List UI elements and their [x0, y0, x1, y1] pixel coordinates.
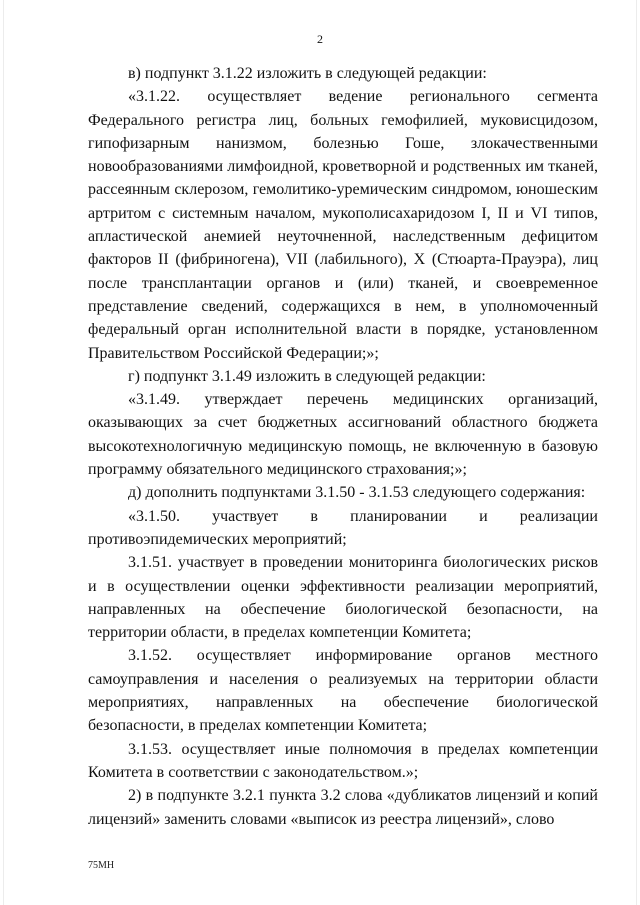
paragraph: «3.1.49. утверждает перечень медицинских организаций, оказывающих за счет бюджетных ассигнований областного бюджета высокотехнологичную медицинскую помощь, не включенную в базовую программу обязательного медицинского страхования;»; — [88, 391, 598, 479]
paragraph: 3.1.53. осуществляет иные полномочия в пределах компетенции Комитета в соответствии с законодательством.»; — [88, 740, 598, 781]
paragraph: 3.1.52. осуществляет информирование органов местного самоуправления и населения о реализуемых на территории области мероприятиях, направленных на обеспечение биологической безопасности, в пределах компетенции Комитета; — [88, 647, 598, 735]
page-number: 2 — [317, 32, 323, 46]
paragraph: г) подпункт 3.1.49 изложить в следующей редакции: — [128, 367, 486, 385]
scan-edge-right — [636, 0, 637, 905]
paragraph: 2) в подпункте 3.2.1 пункта 3.2 слова «дубликатов лицензий и копий лицензий» заменить словами «выписок из реестра лицензий», слово — [88, 787, 598, 828]
paragraph: 3.1.51. участвует в проведении мониторинга биологических рисков и в осуществлении оценки эффективности реализации мероприятий, направленных на обеспечение биологической безопасности, на территории области, в пределах компетенции Комитета; — [88, 554, 598, 642]
paragraph: д) дополнить подпунктами 3.1.50 - 3.1.53 следующего содержания: — [128, 484, 586, 502]
paragraph: в) подпункт 3.1.22 изложить в следующей редакции: — [128, 65, 487, 82]
document-body — [88, 62, 598, 831]
paragraph: «3.1.22. осуществляет ведение регионального сегмента Федерального регистра лиц, больных гемофилией, муковисцидозом, гипофизарным нанизмом, болезнью Гоше, злокачественными новообразованиями лимфоидной, кроветворной и родственных им тканей, рассеянным склерозом, гемолитико-уремическим синдромом, юношеским артритом с системным началом, мукополисахаридозом I, II и VI типов, апластической анемией неуточненной, наследственным дефицитом факторов II (фибриногена), VII (лабильного), X (Стюарта-Прауэра), лиц после трансплантации органов и (или) тканей, и своевременное представление сведений, содержащихся в нем, в уполномоченный федеральный орган исполнительной власти в порядке, установленном Правительством Российской Федерации;»; — [88, 88, 598, 362]
paragraph: «3.1.50. участвует в планировании и реализации противоэпидемических мероприятий; — [88, 507, 598, 548]
footer-code: 75МН — [88, 860, 115, 871]
scan-edge-left — [3, 0, 4, 905]
